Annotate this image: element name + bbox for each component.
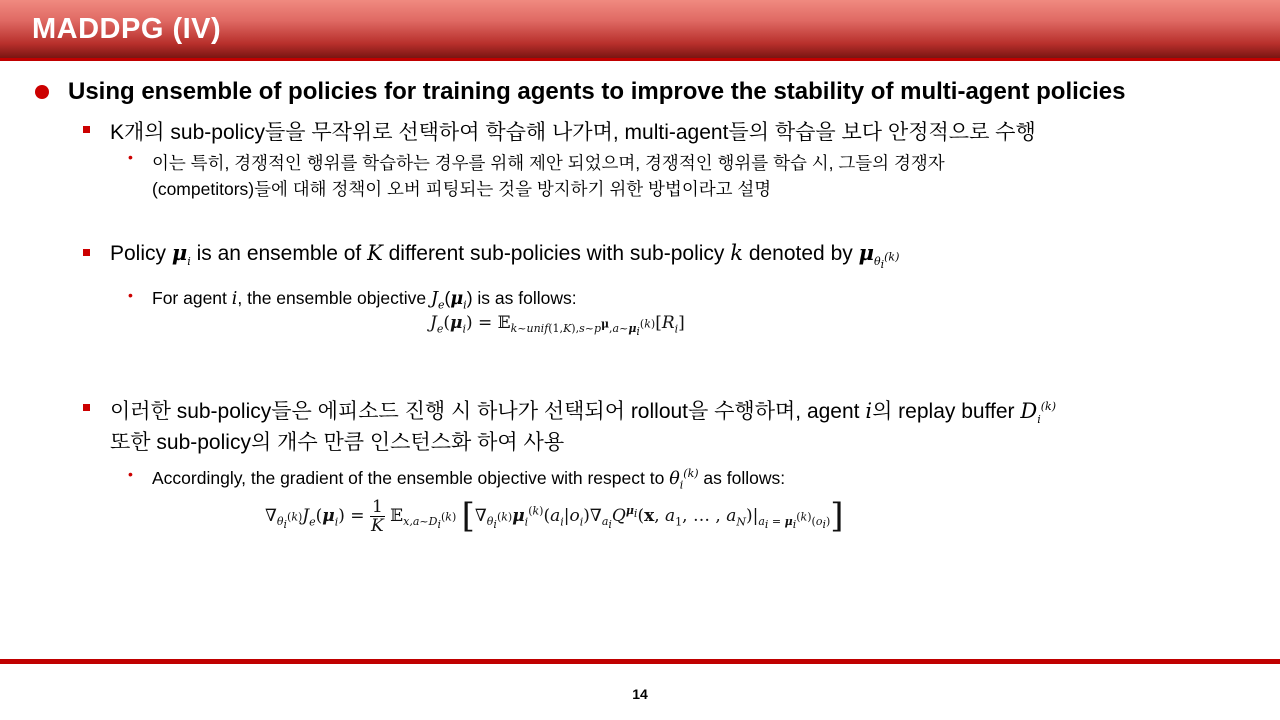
bullet1-detail-line1: 이는 특히, 경쟁적인 행위를 학습하는 경우를 위해 제안 되었으며, 경쟁적인 행위를 학습 시, 그들의 경쟁자 xyxy=(152,153,945,173)
bullet3-line1-text: 이러한 sub-policy들은 에피소드 진행 시 하나가 선택되어 rollout을 수행하며, agent xyxy=(110,400,860,423)
title-rule xyxy=(0,58,1280,61)
sub-bullet-square xyxy=(83,404,90,411)
bullet3-detail: Accordingly, the gradient of the ensemble objective with respect to $\theta_i^{(k)}$ as follows: xyxy=(152,467,786,492)
bullet-dot xyxy=(35,85,49,99)
bullet3-detail-prefix: Accordingly, the gradient of the ensemble objective with respect to xyxy=(152,467,665,488)
bullet3-line2: 또한 sub-policy의 개수 만큼 인스턴스화 하여 사용 xyxy=(110,431,565,454)
bullet2-mid2: different sub-policies with sub-policy xyxy=(388,242,725,265)
bullet2-detail: For agent i, the ensemble objective $J_e(\mu_i)$ is as follows: xyxy=(152,288,577,312)
ensemble-objective-equation: $J_e(\mu_i)$ = $𝔼_{k\sim unif(1,K),s\sim p^\mu,a\sim\mu_i^{(k)}}[R_i]$ xyxy=(430,313,685,339)
bullet1-sub1: K개의 sub-policy들을 무작위로 선택하여 학습해 나가며, multi-agent들의 학습을 보다 안정적으로 수행 xyxy=(110,121,1036,144)
title-bar xyxy=(0,0,1280,58)
gradient-equation: $\nabla_{\theta_i^{(k)}}J_e(\mu_i)$ = $\frac{1}{K}$ 𝔼$_{x,a\sim D_i^{(k)}}$ [$\nabla_{\theta_i^{(k)}}\mu_i^{(k)}(a_i|o_i)\nabla_{a_i}Q^{\mu_i}(x$, $a_1$, … , $a_N)|_{a_i = \mu_i^{(k)}(o_i)}$] xyxy=(265,496,844,536)
bullet1-detail-line2: (competitors)들에 대해 정책이 오버 피팅되는 것을 방지하기 위한 방법이라고 설명 xyxy=(152,179,772,199)
page-number: 14 xyxy=(632,686,648,702)
bullet2-mid3: denoted by xyxy=(748,242,853,265)
bullet2-line: Policy $\mu_i$ is an ensemble of K different sub-policies with sub-policy k denoted by $\mu_{\theta_i^{(k)}}$ xyxy=(110,240,900,272)
bullet2-detail-mid: , the ensemble objective xyxy=(237,288,427,308)
bullet1-text: Using ensemble of policies for training agents to improve the stability of multi-agent policies xyxy=(68,78,1126,105)
bullet2-prefix: Policy xyxy=(110,242,167,265)
bullet3-detail-suffix: as follows: xyxy=(703,467,786,488)
sub-sub-bullet: • xyxy=(128,287,133,303)
sub-bullet-square xyxy=(83,126,90,133)
sub-sub-bullet: • xyxy=(128,149,133,165)
sub-sub-bullet: • xyxy=(128,466,133,482)
footer-rule xyxy=(0,659,1280,664)
sub-bullet-square xyxy=(83,249,90,256)
bullet2-mid1: is an ensemble of xyxy=(196,242,362,265)
bullet2-detail-suffix: is as follows: xyxy=(477,288,577,308)
bullet2-detail-prefix: For agent xyxy=(152,288,227,308)
bullet3-line1: 이러한 sub-policy들은 에피소드 진행 시 하나가 선택되어 rollout을 수행하며, agent i의 replay buffer $D_i^{(k)}$ xyxy=(110,399,1057,427)
slide-title: MADDPG (IV) xyxy=(32,13,222,45)
bullet3-line1-b: 의 replay buffer xyxy=(872,400,1015,423)
